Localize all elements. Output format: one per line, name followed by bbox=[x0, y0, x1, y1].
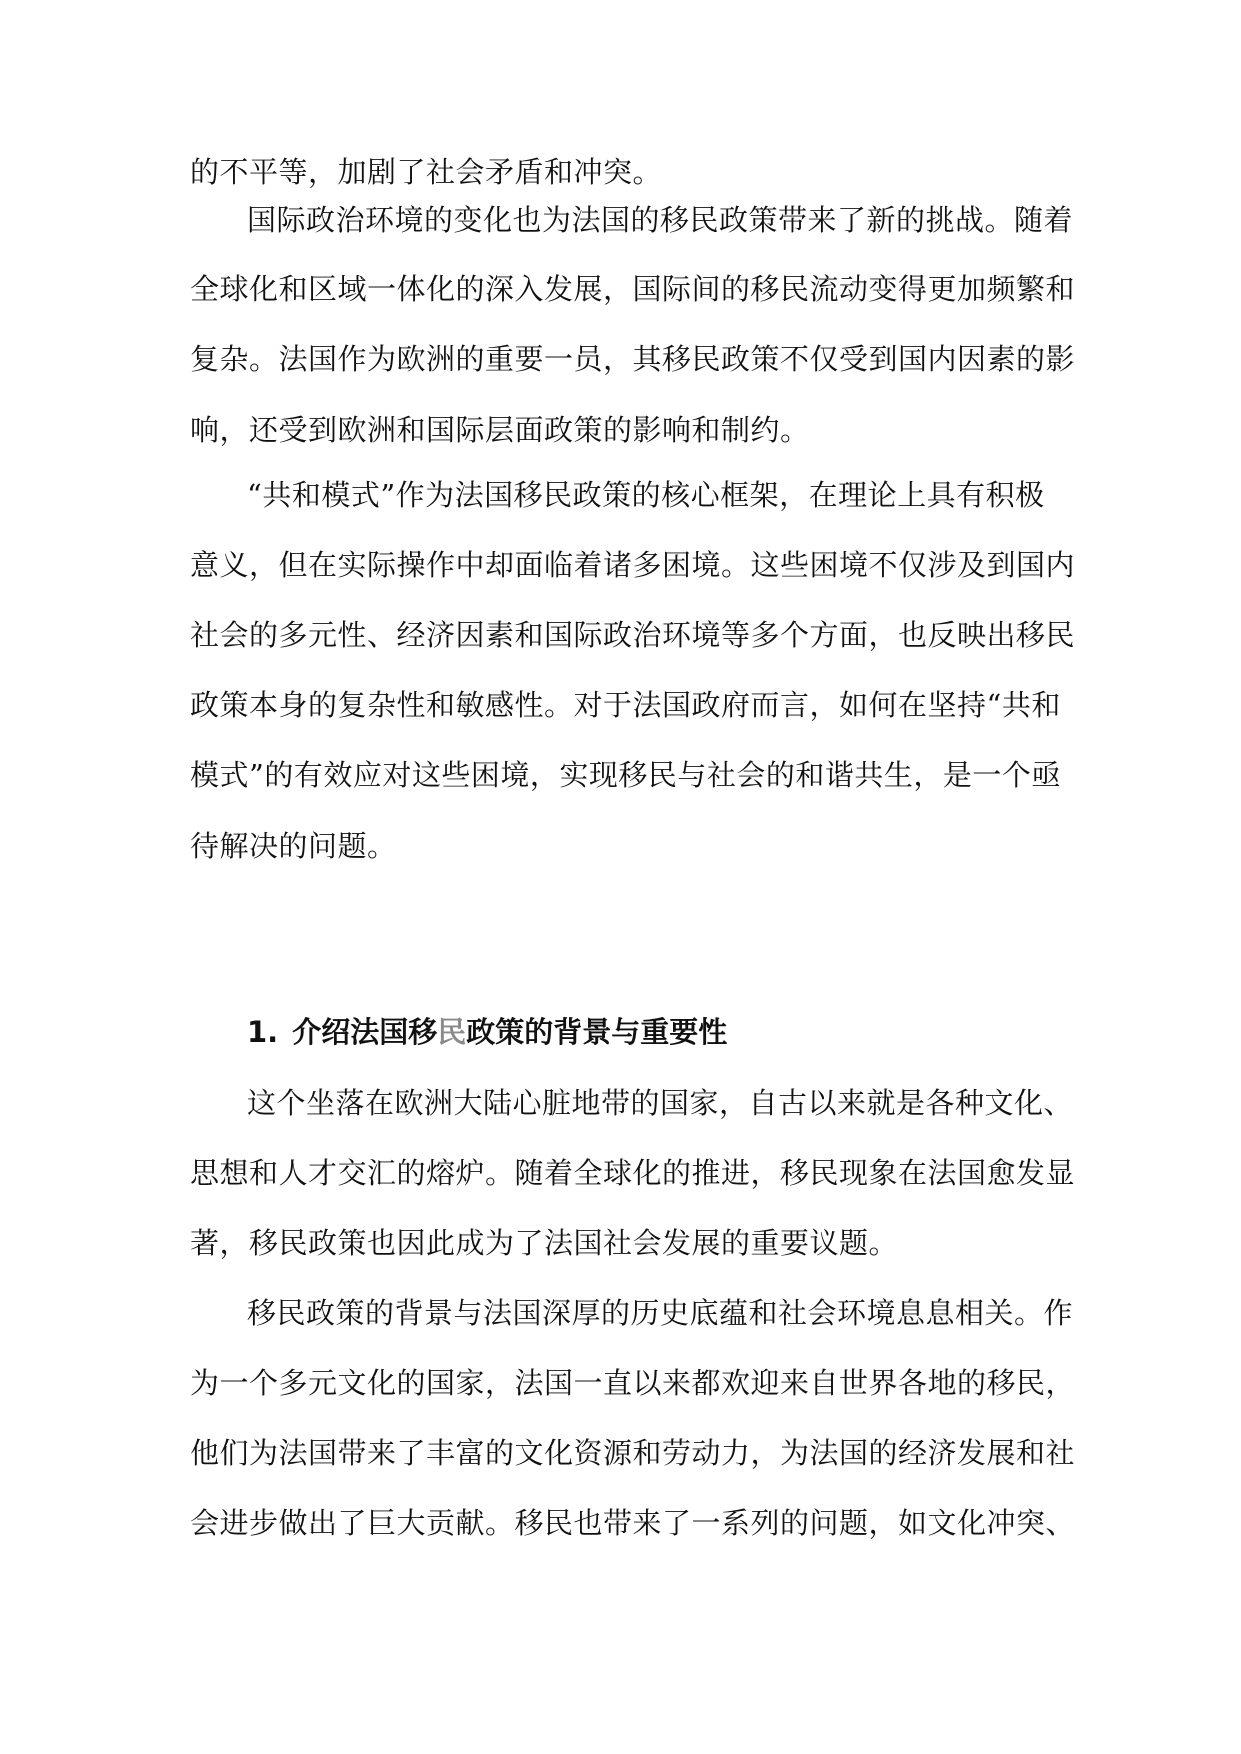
text-line: 国际政治环境的变化也为法国的移民政策带来了新的挑战。随着 bbox=[247, 203, 1074, 237]
section-title-part: 介绍法国移 bbox=[292, 1015, 438, 1049]
section-number: 1. bbox=[247, 1015, 279, 1049]
text-line: 著，移民政策也因此成为了法国社会发展的重要议题。 bbox=[190, 1226, 899, 1260]
text-line: 思想和人才交汇的熔炉。随着全球化的推进，移民现象在法国愈发显 bbox=[190, 1156, 1076, 1190]
section-title-part: 政策的背景与重要性 bbox=[466, 1015, 728, 1049]
text-line: 移民政策的背景与法国深厚的历史底蕴和社会环境息息相关。作 bbox=[247, 1296, 1074, 1330]
text-line: 响，还受到欧洲和国际层面政策的影响和制约。 bbox=[190, 413, 810, 447]
text-line: 的不平等，加剧了社会矛盾和冲突。 bbox=[190, 155, 663, 189]
text-line: 全球化和区域一体化的深入发展，国际间的移民流动变得更加频繁和 bbox=[190, 272, 1076, 306]
section-heading bbox=[247, 1012, 727, 1052]
text-line: 政策本身的复杂性和敏感性。对于法国政府而言，如何在坚持“共和 bbox=[190, 688, 1061, 722]
text-line: 模式”的有效应对这些困境，实现移民与社会的和谐共生，是一个亟 bbox=[190, 758, 1061, 792]
section-title-gray-char: 民 bbox=[437, 1015, 467, 1049]
text-line: 他们为法国带来了丰富的文化资源和劳动力，为法国的经济发展和社 bbox=[190, 1436, 1076, 1470]
text-line: 意义，但在实际操作中却面临着诸多困境。这些困境不仅涉及到国内 bbox=[190, 548, 1076, 582]
text-line: 为一个多元文化的国家，法国一直以来都欢迎来自世界各地的移民， bbox=[190, 1366, 1076, 1400]
text-line: 待解决的问题。 bbox=[190, 829, 397, 863]
text-line: “共和模式”作为法国移民政策的核心框架，在理论上具有积极 bbox=[247, 478, 1045, 512]
text-line: 会进步做出了巨大贡献。移民也带来了一系列的问题，如文化冲突、 bbox=[190, 1506, 1076, 1540]
text-line: 复杂。法国作为欧洲的重要一员，其移民政策不仅受到国内因素的影 bbox=[190, 342, 1076, 376]
text-line: 社会的多元性、经济因素和国际政治环境等多个方面，也反映出移民 bbox=[190, 618, 1076, 652]
text-line: 这个坐落在欧洲大陆心脏地带的国家，自古以来就是各种文化、 bbox=[247, 1086, 1074, 1120]
